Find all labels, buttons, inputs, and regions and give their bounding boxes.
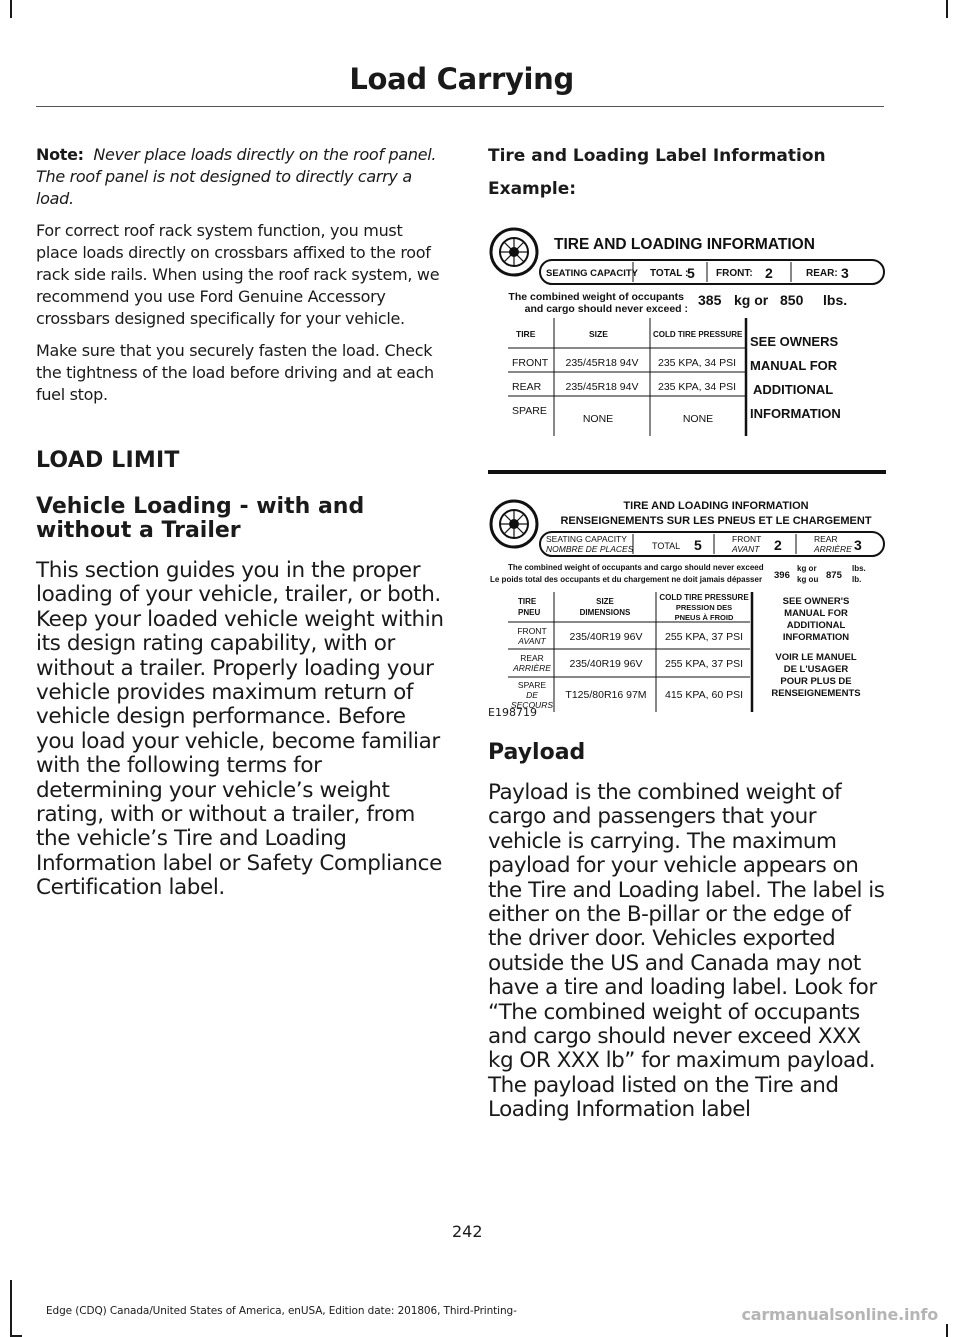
label1-col-pressure: COLD TIRE PRESSURE (653, 330, 743, 339)
label1-title: TIRE AND LOADING INFORMATION (554, 236, 815, 253)
vehicle-loading-heading: Vehicle Loading - with and without a Trailer (36, 494, 365, 543)
label2-see-4: INFORMATION (782, 632, 850, 643)
label2-combined-fr: Le poids total des occupants et du chargement ne doit jamais dépasser (490, 575, 763, 584)
label1-kg-or: kg or (734, 292, 769, 308)
label2-see-2: MANUAL FOR (784, 608, 848, 619)
label-info-heading: Tire and Loading Label Information (488, 146, 826, 166)
example-heading: Example: (488, 179, 577, 199)
label2-see-1: SEE OWNER'S (782, 596, 850, 607)
label2-rear-en: REAR (814, 534, 838, 544)
label1-total-label: TOTAL : (650, 268, 689, 279)
label2-kg-or: kg or (797, 564, 817, 573)
right-column-payload (488, 740, 886, 1123)
label1-row2-pressure: 235 KPA, 34 PSI (657, 381, 737, 393)
label2-row2-pressure: 255 KPA, 37 PSI (664, 658, 744, 670)
crop-mark-top-right (946, 0, 948, 18)
roof-rack-paragraph: For correct roof rack system function, you must place loads directly on crossbars affixed to the roof rack side rails. When using the roof rack system, we recommend you use Ford Genuine Accessory crossbars designed specifically for your vehicle. (36, 221, 440, 328)
label2-row2-tire-en: REAR (520, 653, 544, 663)
label1-row1-tire: FRONT (512, 357, 549, 369)
label2-row3-tire-fr: DE (526, 690, 538, 700)
label1-lbs-unit: lbs. (823, 292, 848, 308)
label2-lbs: 875 (826, 570, 842, 581)
label1-seating: SEATING CAPACITY (546, 268, 639, 279)
label1-combined-1: The combined weight of occupants (508, 291, 684, 303)
label1-col-tire: TIRE (516, 329, 536, 339)
page-title: Load Carrying (349, 62, 574, 96)
label2-row3-tire-en: SPARE (517, 680, 547, 690)
label2-row3-pressure: 415 KPA, 60 PSI (664, 689, 744, 701)
label1-row2-tire: REAR (512, 381, 542, 393)
label1-see-2: MANUAL FOR (750, 358, 838, 373)
tire-loading-label-bilingual (488, 494, 886, 714)
label2-col-pressure-1: COLD TIRE PRESSURE (659, 593, 749, 602)
label1-row1-size: 235/45R18 94V (565, 357, 639, 369)
label2-title-en: TIRE AND LOADING INFORMATION (623, 500, 809, 512)
right-column-top (488, 144, 886, 202)
label2-see-7: POUR PLUS DE (780, 676, 852, 687)
label1-col-size: SIZE (589, 329, 608, 339)
tire-icon (491, 229, 537, 275)
figure-id: E198719 (488, 706, 537, 719)
label1-see-3: ADDITIONAL (753, 382, 834, 397)
label1-row1-pressure: 235 KPA, 34 PSI (657, 357, 737, 369)
label2-rear-fr: ARRIÈRE (814, 544, 852, 554)
note-label: Note: (36, 145, 84, 164)
label2-combined-en: The combined weight of occupants and cargo should never exceed (508, 563, 764, 572)
label2-col-tire-fr: PNEU (518, 608, 541, 617)
label1-lbs: 850 (780, 292, 804, 308)
label2-front: 2 (774, 537, 782, 553)
label1-rear: 3 (841, 265, 849, 281)
label1-total: 5 (687, 265, 695, 281)
vehicle-loading-paragraph: This section guides you in the proper loading of your vehicle, trailer, or both. Keep your loaded vehicle weight within its design rating capability, with or without a trailer. Properly loading your vehicle provides maximum return of vehicle design performance. Before you load your vehicle, become familiar with the following terms for determining your vehicle’s weight rating, with or without a trailer, from the vehicle’s Tire and Loading Information label or Safety Compliance Certification label. (36, 558, 444, 901)
watermark: carmanualsonline.info (741, 1305, 938, 1324)
label2-lb-unit: lb. (852, 575, 862, 584)
label2-total: 5 (694, 537, 702, 553)
page-number: 242 (452, 1222, 483, 1241)
label2-row1-tire-en: FRONT (517, 626, 547, 636)
label2-row1-tire-fr: AVANT (518, 636, 546, 646)
label1-see-1: SEE OWNERS (750, 334, 839, 349)
label2-title-fr: RENSEIGNEMENTS SUR LES PNEUS ET LE CHARGEMENT (560, 515, 872, 527)
label2-kg-ou: kg ou (797, 575, 819, 584)
label1-kg: 385 (698, 292, 722, 308)
label2-col-pressure-3: PNEUS À FROID (674, 613, 734, 622)
label2-see-3: ADDITIONAL (786, 620, 846, 631)
label2-seating-fr: NOMBRE DE PLACES (546, 544, 634, 554)
label2-row2-size: 235/40R19 96V (569, 658, 643, 670)
label2-see-6: DE L'USAGER (783, 664, 849, 675)
label2-front-en: FRONT (732, 534, 762, 544)
label2-row1-size: 235/40R19 96V (569, 631, 643, 643)
label2-seating-en: SEATING CAPACITY (546, 534, 627, 544)
footer-edition: Edge (CDQ) Canada/United States of America, enUSA, Edition date: 201806, Third-Printing- (46, 1305, 517, 1317)
crop-mark-bottom-left (10, 1280, 12, 1337)
label1-combined-2: and cargo should never exceed : (524, 303, 688, 315)
label1-row2-size: 235/45R18 94V (565, 381, 639, 393)
label1-front: 2 (765, 265, 773, 281)
label2-col-size-en: SIZE (596, 597, 614, 606)
label2-col-pressure-2: PRESSION DES (675, 603, 733, 612)
label2-row3-size: T125/80R16 97M (565, 689, 647, 701)
label1-row3-tire: SPARE (512, 405, 547, 417)
header-rule (36, 106, 884, 107)
label2-rear: 3 (854, 537, 862, 553)
illustration-separator (488, 470, 886, 474)
label2-row1-pressure: 255 KPA, 37 PSI (664, 631, 744, 643)
load-limit-heading: LOAD LIMIT (36, 448, 180, 473)
crop-mark-top-left (10, 0, 12, 18)
label2-see-5: VOIR LE MANUEL (775, 652, 857, 663)
label2-row3-tire-fr2: SECOURS (510, 700, 554, 710)
tire-loading-label-us (488, 222, 886, 442)
payload-heading: Payload (488, 740, 586, 765)
fasten-load-paragraph: Make sure that you securely fasten the load. Check the tightness of the load before driving and at each fuel stop. (36, 341, 434, 404)
label2-col-size-fr: DIMENSIONS (579, 608, 631, 617)
crop-mark-bottom-right (946, 1324, 948, 1337)
tire-icon-bilingual (491, 501, 537, 547)
note-text: Never place loads directly on the roof panel. The roof panel is not designed to directly carry a load. (36, 145, 437, 208)
label1-rear-label: REAR: (806, 268, 838, 279)
label2-total-label: TOTAL (652, 541, 681, 551)
label1-row3-pressure: NONE (682, 413, 714, 425)
payload-paragraph: Payload is the combined weight of cargo and passengers that your vehicle is carrying. The maximum payload for your vehicle appears on the Tire and Loading label. The label is either on the B-pillar or the edge of the driver door. Vehicles exported outside the US and Canada may not have a tire and loading label. Look for “The combined weight of occupants and cargo should never exceed XXX kg OR XXX lb” for maximum payload. The payload listed on the Tire and Loading Information label (488, 780, 885, 1123)
label2-lbs-unit: lbs. (852, 564, 866, 573)
label2-front-fr: AVANT (732, 544, 760, 554)
label2-col-tire-en: TIRE (518, 597, 537, 606)
label2-kg: 396 (774, 570, 790, 581)
label2-row2-tire-fr: ARRIÈRE (513, 663, 551, 673)
label2-see-8: RENSEIGNEMENTS (771, 688, 861, 699)
label1-row3-size: NONE (582, 413, 614, 425)
left-column (36, 144, 448, 901)
label1-front-label: FRONT: (716, 268, 753, 279)
label1-see-4: INFORMATION (750, 406, 841, 421)
note (36, 144, 448, 210)
